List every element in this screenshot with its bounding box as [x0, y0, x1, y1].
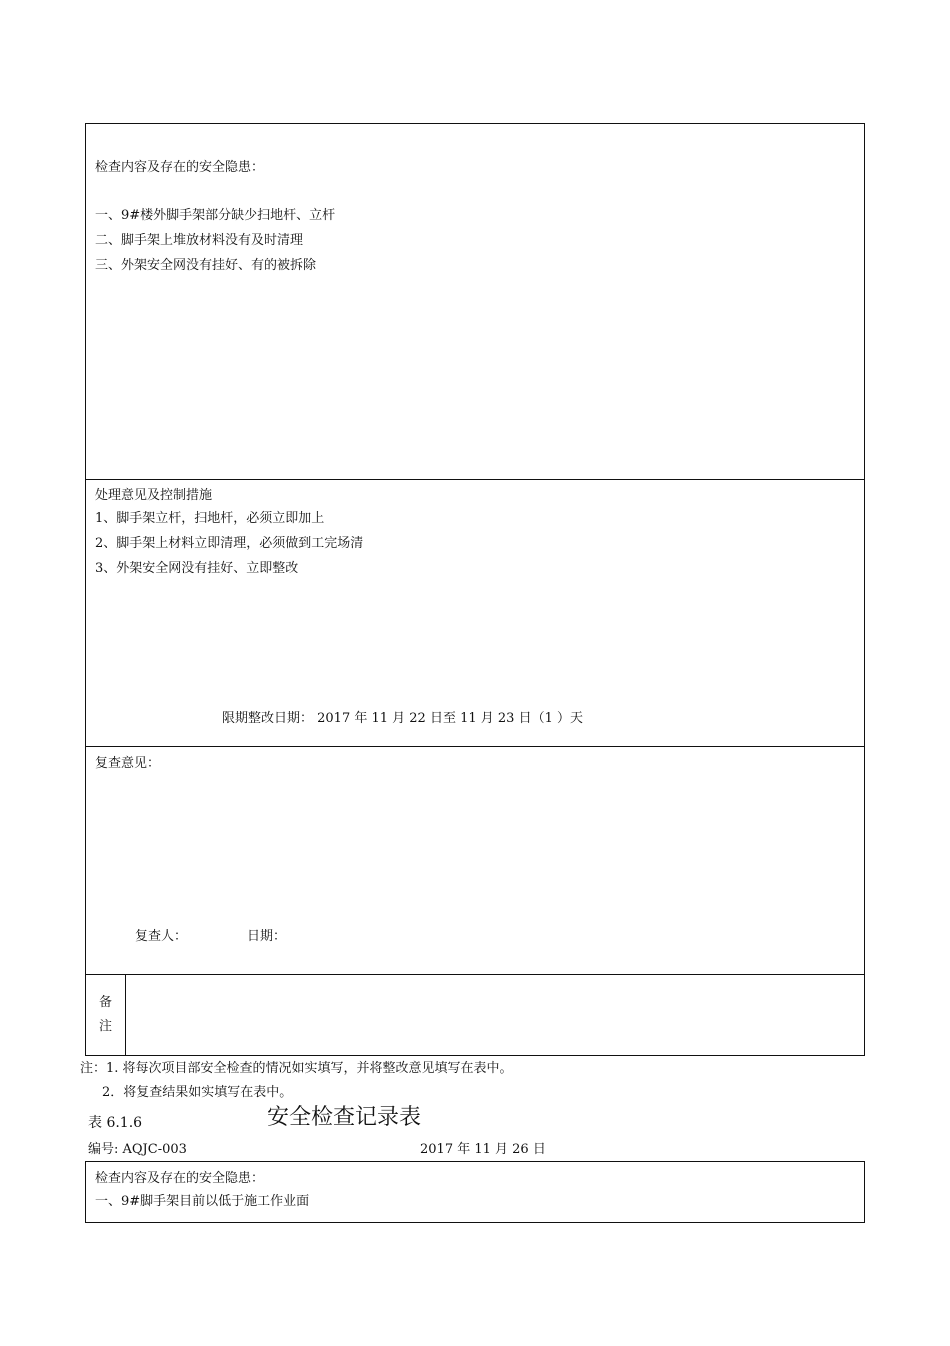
review-date-label: 日期：: [247, 929, 287, 944]
hazard-item-2: 一、9#脚手架目前以低于施工作业面: [95, 1194, 310, 1209]
footnote: 注：1. 将每次项目部安全检查的情况如实填写，并将整改意见填写在表中。: [80, 1061, 513, 1076]
review-heading: 复查意见：: [95, 756, 161, 771]
table-number: 表 6.1.6: [88, 1115, 143, 1131]
footnote: 2．将复查结果如实填写在表中。: [102, 1085, 293, 1100]
row-divider-3: [86, 974, 864, 975]
remarks-label: 注: [99, 1019, 113, 1034]
measures-heading: 处理意见及控制措施: [95, 488, 213, 503]
hazard-item: 三、外架安全网没有挂好、有的被拆除: [95, 258, 317, 273]
measure-item: 1、脚手架立杆，扫地杆，必须立即加上: [95, 511, 325, 526]
inspection-date: 2017 年 11 月 26 日: [420, 1142, 546, 1157]
hazards-heading-2: 检查内容及存在的安全隐患：: [95, 1171, 265, 1186]
row-divider-2: [86, 746, 864, 747]
serial-number: 编号: AQJC-003: [88, 1142, 187, 1157]
rectification-deadline: 限期整改日期： 2017 年 11 月 22 日至 11 月 23 日（1 ）天: [222, 711, 583, 726]
hazards-heading: 检查内容及存在的安全隐患：: [95, 160, 265, 175]
measure-item: 3、外架安全网没有挂好、立即整改: [95, 561, 299, 576]
remarks-divider: [125, 974, 126, 1055]
form-title: 安全检查记录表: [267, 1105, 422, 1130]
row-divider-1: [86, 479, 864, 480]
hazard-item: 二、脚手架上堆放材料没有及时清理: [95, 233, 304, 248]
remarks-label: 备: [99, 995, 113, 1010]
reviewer-label: 复查人：: [135, 929, 188, 944]
measure-item: 2、脚手架上材料立即清理，必须做到工完场清: [95, 536, 364, 551]
hazard-item: 一、9#楼外脚手架部分缺少扫地杆、立杆: [95, 208, 336, 223]
